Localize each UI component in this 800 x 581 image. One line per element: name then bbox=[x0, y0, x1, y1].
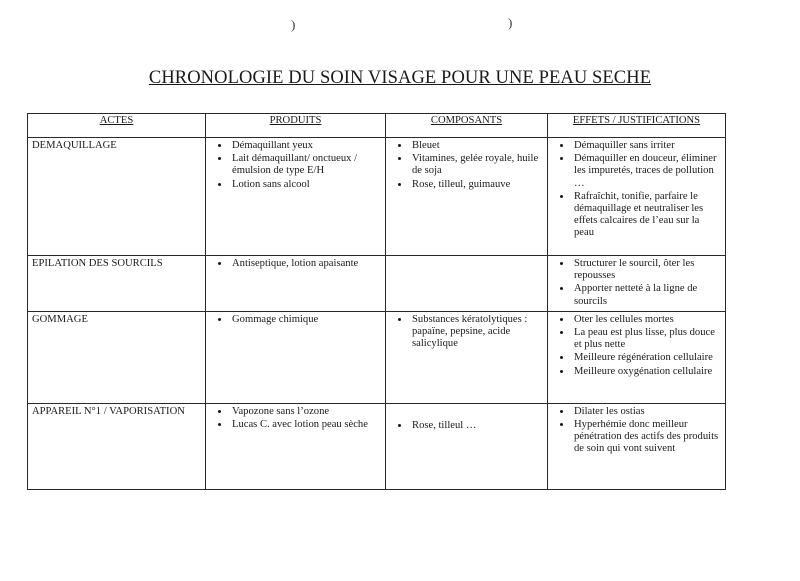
list-item: • Antiseptique, lotion apaisante bbox=[230, 258, 381, 270]
produits-cell bbox=[206, 256, 386, 312]
list-item: • Apporter netteté à la ligne de sourcils bbox=[572, 283, 721, 307]
list-item: • La peau est plus lisse, plus douce et plus nette bbox=[572, 327, 721, 351]
acte-cell: GOMMAGE bbox=[28, 311, 206, 403]
list-item: • Substances kératolytiques : papaïne, pepsine, acide salicylique bbox=[410, 314, 543, 351]
effets-cell bbox=[548, 138, 726, 256]
list-item: • Démaquillant yeux bbox=[230, 140, 381, 152]
list-item: • Meilleure régénération cellulaire bbox=[572, 352, 721, 364]
list-item: • Lucas C. avec lotion peau sèche bbox=[230, 419, 381, 431]
composants-cell bbox=[386, 311, 548, 403]
scan-mark-right: ) bbox=[508, 15, 513, 30]
composants-cell bbox=[386, 403, 548, 489]
header-effets: EFFETS / JUSTIFICATIONS bbox=[548, 114, 726, 138]
acte-cell: APPAREIL N°1 / VAPORISATION bbox=[28, 403, 206, 489]
effets-cell bbox=[548, 256, 726, 312]
list-item: • Rafraîchit, tonifie, parfaire le démaquillage et neutraliser les effets calcaires de l’eau sur la peau bbox=[572, 191, 721, 240]
produits-cell bbox=[206, 311, 386, 403]
acte-cell: EPILATION DES SOURCILS bbox=[28, 256, 206, 312]
table-row bbox=[28, 138, 726, 256]
composants-cell bbox=[386, 138, 548, 256]
list-item: • Gommage chimique bbox=[230, 314, 381, 326]
scan-mark-left: ) bbox=[291, 17, 296, 32]
list-item: • Structurer le sourcil, ôter les repousses bbox=[572, 258, 721, 282]
list-item: • Rose, tilleul … bbox=[410, 420, 543, 432]
acte-cell: DEMAQUILLAGE bbox=[28, 138, 206, 256]
page-title: CHRONOLOGIE DU SOIN VISAGE POUR UNE PEAU SECHE bbox=[148, 68, 652, 88]
table-row bbox=[28, 403, 726, 489]
header-produits: PRODUITS bbox=[206, 114, 386, 138]
produits-cell bbox=[206, 138, 386, 256]
list-item: • Vitamines, gelée royale, huile de soja bbox=[410, 153, 543, 177]
header-actes: ACTES bbox=[28, 114, 206, 138]
list-item: • Oter les cellules mortes bbox=[572, 314, 721, 326]
table-row bbox=[28, 256, 726, 312]
list-item: • Vapozone sans l’ozone bbox=[230, 406, 381, 418]
list-item: • Dilater les ostias bbox=[572, 406, 721, 418]
list-item: • Meilleure oxygénation cellulaire bbox=[572, 366, 721, 378]
table-header-row bbox=[28, 114, 726, 138]
list-item: • Lotion sans alcool bbox=[230, 179, 381, 191]
list-item: • Démaquiller sans irriter bbox=[572, 140, 721, 152]
list-item: • Hyperhémie donc meilleur pénétration des actifs des produits de soin qui vont suivent bbox=[572, 419, 721, 456]
produits-cell bbox=[206, 403, 386, 489]
list-item: • Démaquiller en douceur, éliminer les impuretés, traces de pollution … bbox=[572, 153, 721, 190]
list-item: • Lait démaquillant/ onctueux / émulsion de type E/H bbox=[230, 153, 381, 177]
list-item: • Bleuet bbox=[410, 140, 543, 152]
header-composants: COMPOSANTS bbox=[386, 114, 548, 138]
composants-cell bbox=[386, 256, 548, 312]
effets-cell bbox=[548, 403, 726, 489]
list-item: • Rose, tilleul, guimauve bbox=[410, 179, 543, 191]
effets-cell bbox=[548, 311, 726, 403]
care-chronology-table bbox=[27, 113, 726, 490]
table-row bbox=[28, 311, 726, 403]
